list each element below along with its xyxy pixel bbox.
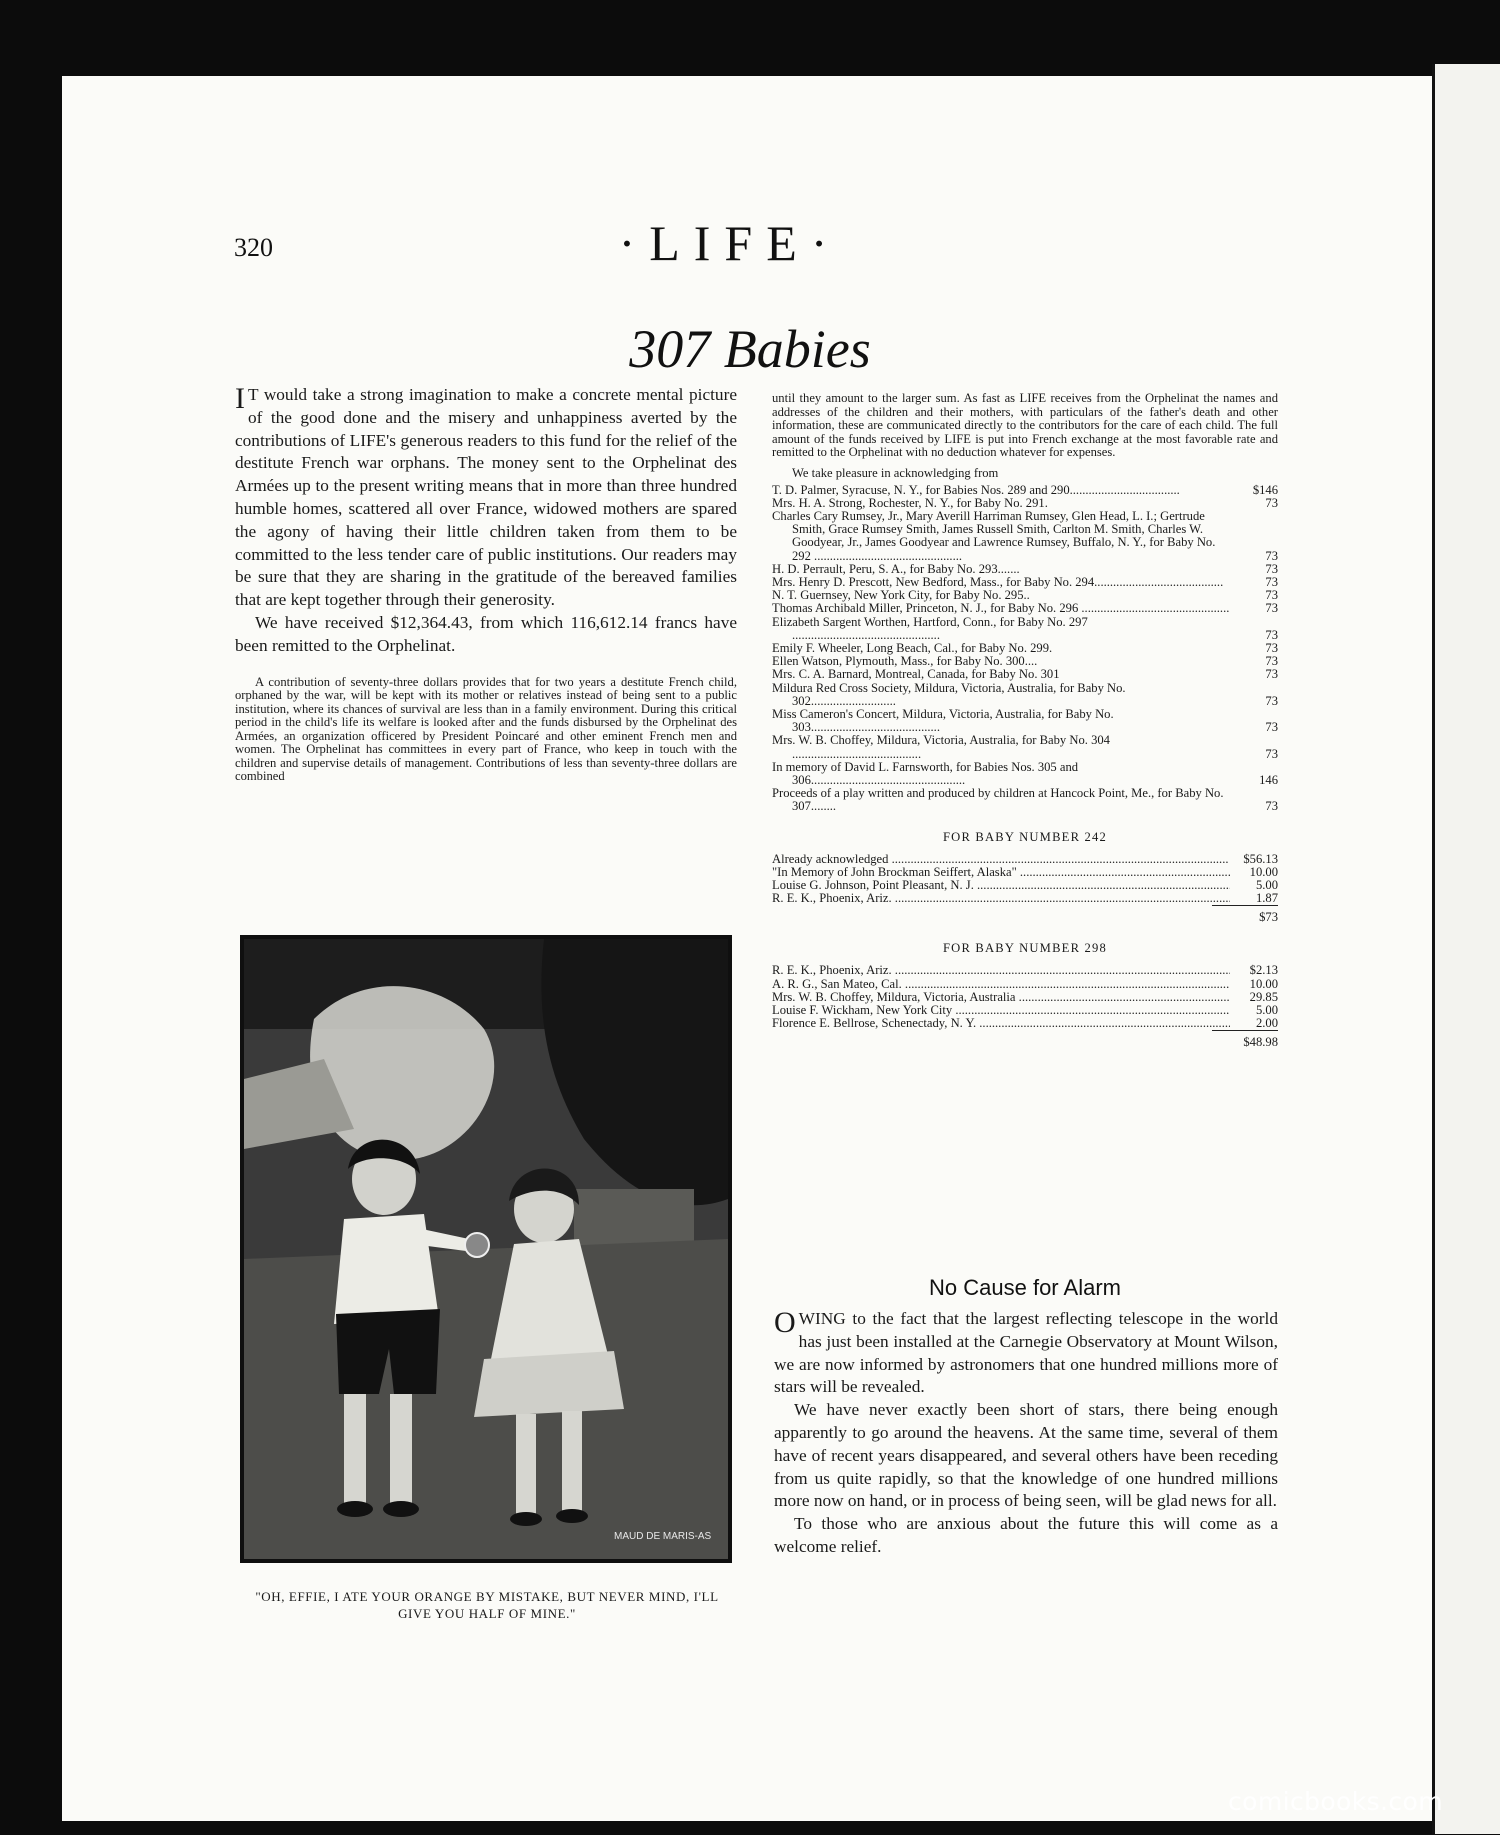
list-item: Mrs. W. B. Choffey, Mildura, Victoria, Australia, for Baby No. 304 ......................................... 73 [772,733,1278,761]
baby-298-table [772,964,1278,1030]
list-item: Thomas Archibald Miller, Princeton, N. J., for Baby No. 296 ............................................... 73 [772,601,1278,616]
site-watermark: comicbooks.com [1228,1787,1443,1816]
list-item: Mrs. Henry D. Prescott, New Bedford, Mass., for Baby No. 294......................................... 73 [772,574,1278,589]
drop-cap: I [235,382,245,415]
list-item: T. D. Palmer, Syracuse, N. Y., for Babies Nos. 289 and 290................................... $146 [772,482,1278,497]
list-item: H. D. Perrault, Peru, S. A., for Baby No. 293....... 73 [772,561,1278,576]
table-row: Already acknowledged ..... $56.13 [772,853,1278,866]
list-item: In memory of David L. Farnsworth, for Babies Nos. 305 and 306................................................. 146 [772,759,1278,787]
lead-paragraph [235,384,737,612]
baby-242-table [772,853,1278,906]
article-left-column [235,384,737,784]
list-item: N. T. Guernsey, New York City, for Baby No. 295.. 73 [772,588,1278,603]
lead-text: T would take a strong imagination to make a concrete mental picture of the good done and the misery and unhappiness averted by the contributions of LIFE's generous readers to this fund for the relief of the destitute French war orphans. The money sent to the Orphelinat des Armées up to the present writing means that in more than three hundred humble homes, scattered all over France, widowed mothers are spared the agony of having their little children taken from them to be committed to the less tender care of public institutions. Our readers may be sure that they are sharing in the gratitude of the bereaved families that are kept together through their generosity. [235,385,737,610]
list-item: Mrs. C. A. Barnard, Montreal, Canada, for Baby No. 301 73 [772,667,1278,682]
list-item: Ellen Watson, Plymouth, Mass., for Baby No. 300.... 73 [772,654,1278,669]
list-item: Proceeds of a play written and produced by children at Hancock Point, Me., for Baby No. 307........ 73 [772,786,1278,814]
illustration [240,935,732,1563]
list-item: Charles Cary Rumsey, Jr., Mary Averill Harriman Rumsey, Glen Head, L. I.; Gertrude Smith, Grace Rumsey Smith, James Russell Smith, Carlton M. Smith, Charles W. Goodyear, Jr., James Goodyear and Lawrence Rumsey, Buffalo, N. Y., for Baby No. 292 ............................................... 73 [772,508,1278,563]
baby-298-total: $48.98 [1212,1030,1278,1050]
list-item: Mrs. H. A. Strong, Rochester, N. Y., for Baby No. 291. 73 [772,495,1278,510]
next-page-edge [1432,64,1500,1834]
second-article-body [774,1308,1278,1559]
baby-298-heading: FOR BABY NUMBER 298 [942,941,1108,956]
page-number: 320 [234,233,273,262]
list-item: Mildura Red Cross Society, Mildura, Victoria, Australia, for Baby No. 302........................... 73 [772,680,1278,708]
table-row: "In Memory of John Brockman Seiffert, Alaska" ..... 10.00 [772,866,1278,879]
list-item: Emily F. Wheeler, Long Beach, Cal., for Baby No. 299. 73 [772,640,1278,655]
table-row: R. E. K., Phoenix, Ariz. ..... $2.13 [772,964,1278,977]
article-right-column [772,392,1278,1050]
children-illustration [244,939,728,1559]
illustration-caption: "OH, EFFIE, I ATE YOUR ORANGE BY MISTAKE, BUT NEVER MIND, I'LL GIVE YOU HALF OF MINE." [255,1589,719,1621]
table-row: R. E. K., Phoenix, Ariz. ..... 1.87 [772,892,1278,905]
list-item: Elizabeth Sargent Worthen, Hartford, Conn., for Baby No. 297 ............................................... 73 [772,614,1278,642]
article-title: 307 Babies [629,319,871,379]
alarm-lead-paragraph [774,1308,1278,1399]
table-row: Louise G. Johnson, Point Pleasant, N. J. ..... 5.00 [772,879,1278,892]
alarm-lead-text: WING to the fact that the largest reflecting telescope in the world has just been installed at the Carnegie Observatory at Mount Wilson, we are now informed by astronomers that one hundred millions more of stars will be revealed. [774,1309,1278,1397]
table-row: Louise F. Wickham, New York City ..... 5.00 [772,1004,1278,1017]
baby-242-total: $73 [1212,905,1278,925]
contribution-note-continued: until they amount to the larger sum. As fast as LIFE receives from the Orphelinat the names and addresses of the children and their mothers, with particulars of the father's death and other information, these are communicated directly to the contributors for the care of each child. The full amount of the funds received by LIFE is put into French exchange at the most favorable rate and remitted to the Orphelinat with no deduction whatever for expenses. [772,391,1278,459]
table-row: Florence E. Bellrose, Schenectady, N. Y. ..... 2.00 [772,1017,1278,1030]
acknowledgment-intro: We take pleasure in acknowledging from [792,465,999,480]
alarm-paragraph-2: We have never exactly been short of stars, there being enough apparently to go around the heavens. At the same time, several of them have of recent years disappeared, and several others have been receding from us quite rapidly, so that the knowledge of one hundred millions more now on hand, or in process of being seen, will be glad news for all. [774,1400,1278,1511]
second-article-title: No Cause for Alarm [929,1275,1121,1300]
contribution-note: A contribution of seventy-three dollars provides that for two years a destitute French child, orphaned by the war, will be kept with its mother or relatives instead of being sent to a public institution, where its chances of survival are less than in a family environment. During this critical period in the child's life its welfare is looked after and the funds disbursed by the Orphelinat des Armées, an organization officered by President Poincaré and other eminent French men and women. The Orphelinat has committees in every part of France, who keep in touch with the children and supervise details of management. Contributions of less than seventy-three dollars are combined [235,674,737,784]
alarm-paragraph-3: To those who are anxious about the future this will come as a welcome relief. [774,1514,1278,1556]
remittance-paragraph: We have received $12,364.43, from which 116,612.14 francs have been remitted to the Orphelinat. [235,612,737,655]
masthead: ·LIFE· [618,215,842,271]
list-item: Miss Cameron's Concert, Mildura, Victoria, Australia, for Baby No. 303......................................... 73 [772,706,1278,735]
table-row: A. R. G., San Mateo, Cal. ..... 10.00 [772,978,1278,991]
illustration-signature: MAUD DE MARIS-AS [614,1531,712,1542]
table-row: Mrs. W. B. Choffey, Mildura, Victoria, Australia ..... 29.85 [772,991,1278,1004]
drop-cap: O [774,1306,796,1339]
acknowledgment-list [772,484,1278,814]
baby-242-heading: FOR BABY NUMBER 242 [942,829,1108,844]
